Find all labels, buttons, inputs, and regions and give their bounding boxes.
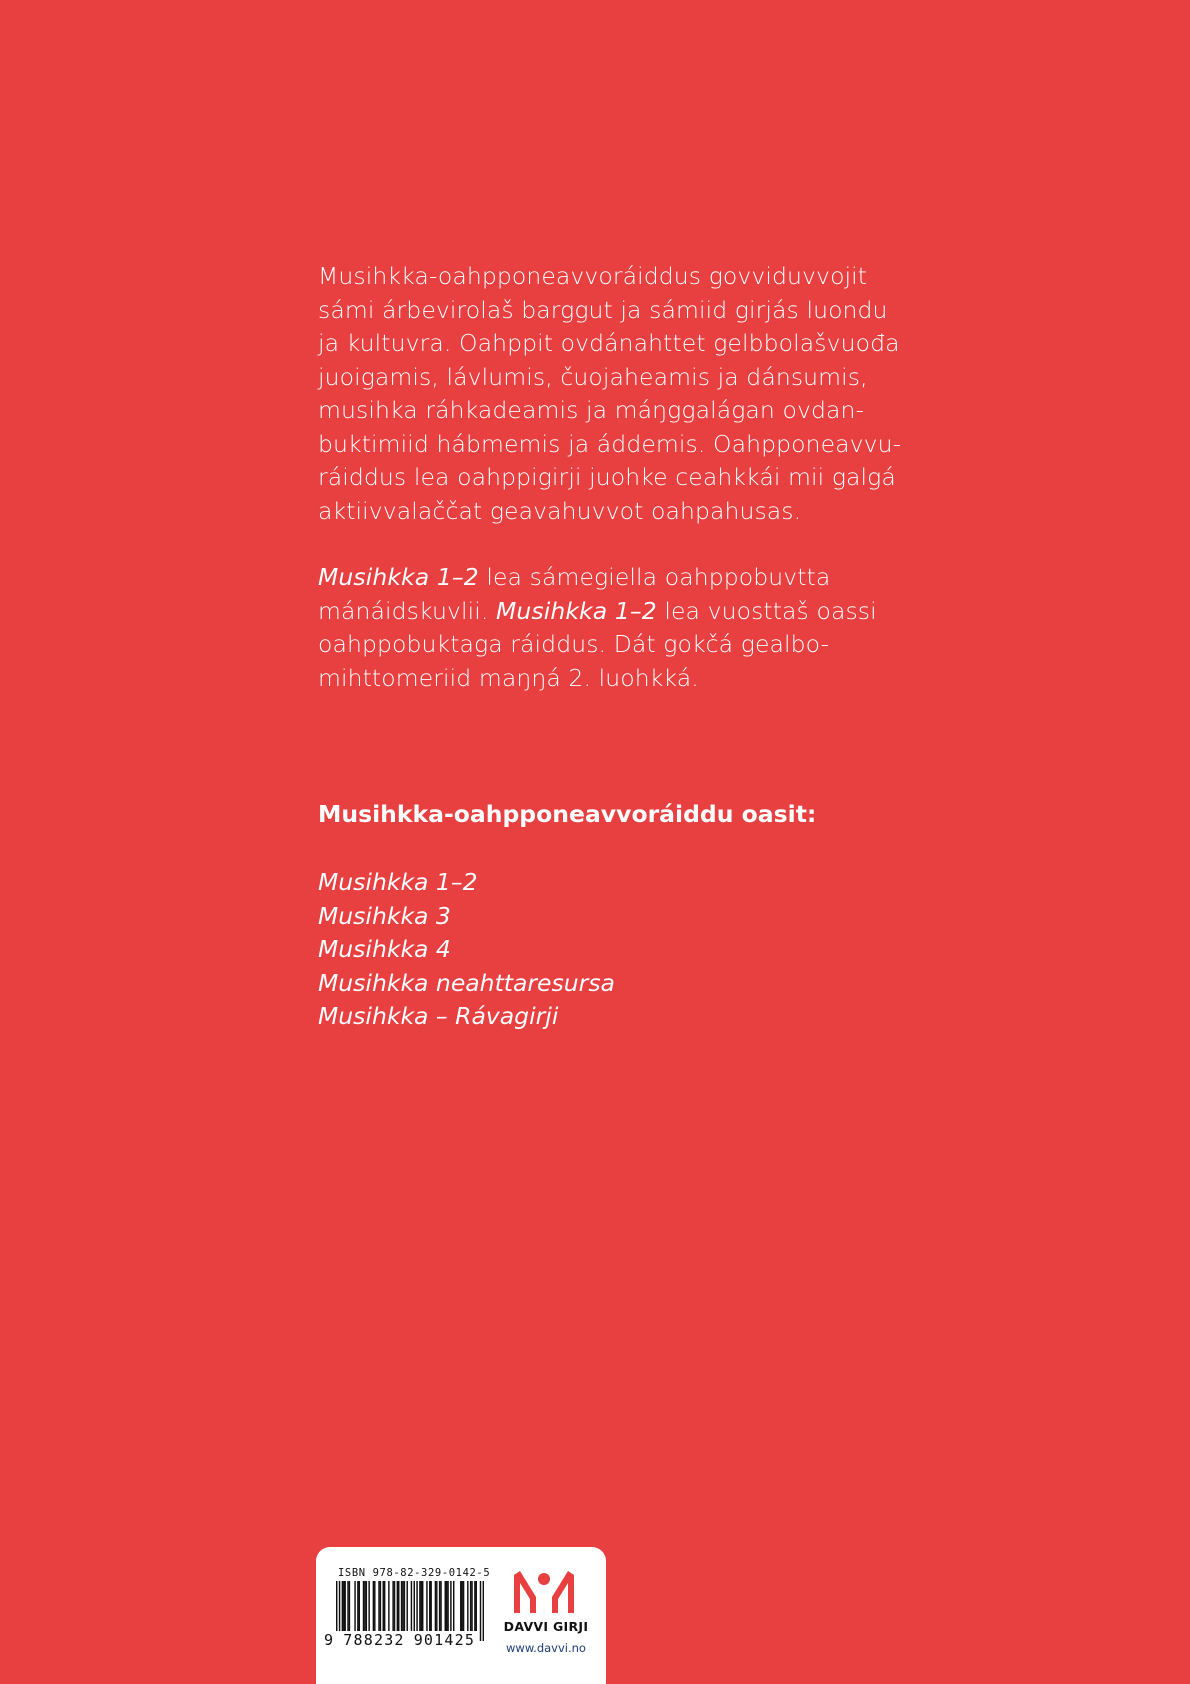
intro-line: ja kultuvra. Oahppit ovdánahttet gelbbolašvuođa bbox=[318, 329, 900, 357]
intro-line: buktimiid hábmemis ja áddemis. Oahpponeavvu- bbox=[318, 429, 902, 458]
about-text: lea sámegiella oahppobuvtta bbox=[478, 563, 831, 591]
book-title: Musihkka 1–2 bbox=[496, 596, 657, 625]
isbn-number: ISBN 978-82-329-0142-5 bbox=[338, 1567, 491, 1579]
book-title: Musihkka 1–2 bbox=[318, 563, 479, 591]
about-line: oahppobuktaga ráiddus. Dát gokčá gealbo- bbox=[318, 630, 830, 658]
about-line bbox=[318, 561, 898, 595]
about-line bbox=[318, 595, 898, 629]
barcode-panel bbox=[316, 1547, 606, 1684]
barcode-bar bbox=[480, 1581, 481, 1641]
ean-digit-first: 9 bbox=[324, 1631, 335, 1649]
publisher-name: DAVVI GIRJI bbox=[503, 1619, 589, 1634]
series-part-item: Musihkka – Rávagirji bbox=[318, 1002, 559, 1030]
intro-paragraph bbox=[318, 260, 902, 528]
about-paragraph bbox=[318, 561, 898, 695]
series-heading: Musihkka-oahpponeavvoráiddu oasit: bbox=[318, 800, 817, 828]
publisher-logo bbox=[498, 1567, 594, 1671]
intro-line: aktiivvalaččat geavahuvvot oahpahusas. bbox=[318, 496, 802, 525]
barcode-bar bbox=[483, 1581, 484, 1641]
ean-digits bbox=[322, 1631, 477, 1649]
about-text: lea vuosttaš oassi bbox=[656, 596, 877, 625]
intro-line: sámi árbevirolaš barggut ja sámiid girjás luondu bbox=[318, 295, 888, 324]
series-part-item: Musihkka 3 bbox=[318, 901, 451, 930]
davvi-girji-logo-icon bbox=[512, 1567, 576, 1615]
about-line: mihttomeriid maŋŋá 2. luohkká. bbox=[318, 663, 699, 692]
series-part-item: Musihkka 1–2 bbox=[318, 868, 478, 896]
about-text: mánáidskuvlii. bbox=[318, 596, 496, 625]
series-parts-list bbox=[318, 866, 615, 1034]
back-cover-text bbox=[318, 260, 902, 695]
ean-digits-right: 901425 bbox=[413, 1631, 476, 1649]
series-part-item: Musihkka 4 bbox=[318, 935, 451, 963]
ean-digits-left: 788232 bbox=[343, 1631, 405, 1649]
intro-line: juoigamis, lávlumis, čuojaheamis ja dánsumis, bbox=[318, 362, 868, 391]
publisher-url: www.davvi.no bbox=[506, 1641, 586, 1655]
intro-line: ráiddus lea oahppigirji juohke ceahkkái mii galgá bbox=[318, 463, 896, 491]
intro-line: musihka ráhkadeamis ja máŋggalágan ovdan- bbox=[318, 396, 865, 424]
intro-line: Musihkka-oahpponeavvoráiddus govviduvvojit bbox=[318, 262, 868, 290]
series-part-item: Musihkka neahttaresursa bbox=[318, 968, 615, 997]
